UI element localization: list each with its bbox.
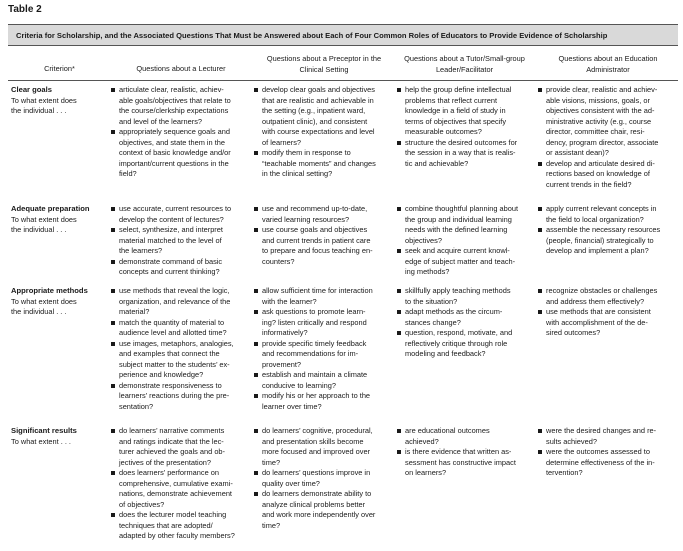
criterion-name: Clear goals (11, 85, 52, 94)
bullet-square-icon (254, 228, 258, 232)
questions-preceptor (254, 85, 394, 180)
question-text: do learners’ narrative comments and ratings indicate that the lec- turer achieved the goals and ob- jectives of the presentation? (119, 426, 226, 467)
question-text: modify them in response to “teachable moments” and changes in the clinical setting? (262, 148, 376, 178)
bullet-square-icon (397, 207, 401, 211)
bullet-square-icon (254, 88, 258, 92)
bullet-square-icon (254, 207, 258, 211)
list-item (538, 159, 676, 191)
list-item (254, 339, 394, 371)
bullet-square-icon (111, 513, 115, 517)
bullet-square-icon (538, 162, 542, 166)
bullet-square-icon (111, 321, 115, 325)
list-item (111, 426, 251, 468)
table-caption: Criteria for Scholarship, and the Associated Questions That Must be Answered about Each of Four Common Roles of Educators to Provide Evidence of Scholarship (8, 24, 678, 46)
question-text: use accurate, current resources to develop the content of lectures? (119, 204, 232, 224)
bullet-square-icon (397, 429, 401, 433)
criterion-question: To what extent does the individual . . . (11, 296, 77, 316)
question-text: assemble the necessary resources (people, financial) strategically to develop and implement a plan? (546, 225, 661, 255)
bullet-square-icon (254, 394, 258, 398)
list-item (397, 426, 532, 447)
question-text: question, respond, motivate, and reflectively critique through role modeling and feedback? (405, 328, 513, 358)
list-item (254, 468, 394, 489)
questions-lecturer (111, 286, 251, 412)
question-text: demonstrate responsiveness to learners’ reactions during the pre- sentation? (119, 380, 230, 411)
criterion-name: Significant results (11, 426, 77, 435)
question-text: recognize obstacles or challenges and address them effectively? (546, 286, 658, 306)
bullet-square-icon (397, 331, 401, 335)
question-text: use course goals and objectives and current trends in patient care to prepare and focus teaching en- counters? (262, 225, 373, 266)
list-item (538, 85, 676, 159)
bullet-square-icon (397, 450, 401, 454)
bullet-square-icon (111, 228, 115, 232)
question-text: use and recommend up-to-date, varied learning resources? (262, 204, 368, 224)
list-item (254, 426, 394, 468)
question-text: use images, metaphors, analogies, and examples that connect the subject matter to the students’ ex- perience and knowledge? (119, 338, 234, 379)
questions-admin (538, 85, 676, 190)
list-item (397, 328, 532, 360)
question-text: do learners’ questions improve in quality over time? (262, 468, 371, 488)
header-lecturer: Questions about a Lecturer (136, 64, 226, 73)
list-item (397, 307, 532, 328)
question-text: demonstrate command of basic concepts and current thinking? (119, 256, 223, 276)
question-text: does the lecturer model teaching techniques that are adopted/ adapted by other faculty members? (119, 510, 235, 540)
bullet-square-icon (254, 151, 258, 155)
question-text: appropriately sequence goals and objectives, and state them in the context of basic knowledge and/or important/current questions in the field? (119, 127, 231, 178)
questions-admin (538, 204, 676, 257)
list-item (254, 489, 394, 531)
bullet-square-icon (254, 373, 258, 377)
criteria-table (8, 24, 678, 551)
list-item (254, 85, 394, 148)
bullet-square-icon (254, 492, 258, 496)
list-item (254, 307, 394, 339)
bullet-square-icon (111, 130, 115, 134)
list-item (538, 204, 676, 225)
list-item (254, 225, 394, 267)
question-text: ask questions to promote learn- ing? listen critically and respond informatively? (262, 307, 367, 337)
criterion-name: Adequate preparation (11, 204, 90, 213)
list-item (111, 468, 251, 510)
bullet-square-icon (111, 471, 115, 475)
question-text: are educational outcomes achieved? (405, 426, 490, 446)
criterion-name: Appropriate methods (11, 286, 88, 295)
list-item (111, 127, 251, 180)
question-text: were the outcomes assessed to determine effectiveness of the in- tervention? (546, 447, 655, 477)
bullet-square-icon (111, 384, 115, 388)
bullet-square-icon (397, 289, 401, 293)
list-item (538, 447, 676, 479)
list-item (254, 370, 394, 391)
question-text: select, synthesize, and interpret material matched to the level of the learners? (119, 225, 223, 255)
list-item (111, 510, 251, 542)
bullet-square-icon (254, 471, 258, 475)
list-item (111, 381, 251, 413)
questions-preceptor (254, 286, 394, 412)
bullet-square-icon (538, 88, 542, 92)
list-item (111, 286, 251, 318)
question-text: develop and articulate desired di- rections based on knowledge of current trends in the field? (546, 158, 655, 189)
header-criterion: Criterion* (44, 64, 75, 73)
header-preceptor: Questions about a Preceptor in the Clinical Setting (266, 54, 382, 74)
bullet-square-icon (254, 342, 258, 346)
criterion-question: To what extent . . . (11, 436, 71, 446)
bullet-square-icon (254, 310, 258, 314)
bullet-square-icon (397, 249, 401, 253)
question-text: were the desired changes and re- sults achieved? (546, 426, 657, 446)
question-text: do learners demonstrate ability to analyze clinical problems better and work more independently over time? (262, 489, 376, 530)
bullet-square-icon (111, 207, 115, 211)
questions-lecturer (111, 204, 251, 278)
question-text: provide clear, realistic and achiev- able visions, missions, goals, or objectives consistent with the ad- ministrative activity (e.g., course director, committee chair, resi- dency, program director, associate or assistant dean)? (546, 85, 659, 157)
question-text: do learners’ cognitive, procedural, and presentation skills become more focused and improved over time? (262, 426, 373, 467)
bullet-square-icon (397, 88, 401, 92)
list-item (111, 318, 251, 339)
table-label: Table 2 (8, 4, 42, 15)
list-item (397, 286, 532, 307)
bullet-square-icon (538, 228, 542, 232)
list-item (397, 204, 532, 246)
header-tutor: Questions about a Tutor/Small-group Leader/Facilitator (404, 54, 525, 74)
questions-admin (538, 286, 676, 339)
questions-tutor (397, 204, 532, 278)
question-text: match the quantity of material to audience level and allotted time? (119, 317, 227, 337)
question-text: apply current relevant concepts in the field to local organization? (546, 204, 657, 224)
bullet-square-icon (397, 310, 401, 314)
question-text: articulate clear, realistic, achiev- able goals/objectives that relate to the course/clerkship expectations and level of the learners? (119, 85, 231, 126)
bullet-square-icon (254, 289, 258, 293)
header-divider (8, 80, 678, 81)
questions-lecturer (111, 426, 251, 542)
bullet-square-icon (111, 429, 115, 433)
header-admin: Questions about an Education Administrator (558, 54, 658, 74)
question-text: use methods that reveal the logic, organization, and relevance of the material? (119, 286, 231, 316)
list-item (538, 307, 676, 339)
list-item (538, 286, 676, 307)
question-text: adapt methods as the circum- stances change? (405, 307, 503, 327)
question-text: help the group define intellectual problems that reflect current knowledge in a field of study in terms of objectives that specify measurable outcomes? (405, 85, 512, 136)
question-text: develop clear goals and objectives that are realistic and achievable in the setting (e.g., inpatient ward, outpatient clinic), and consistent with course expectations and level of learners? (262, 85, 375, 147)
bullet-square-icon (538, 310, 542, 314)
list-item (254, 148, 394, 180)
questions-preceptor (254, 426, 394, 531)
question-text: is there evidence that written as- sessment has constructive impact on learners? (405, 447, 516, 477)
question-text: allow sufficient time for interaction with the learner? (262, 286, 373, 306)
list-item (538, 426, 676, 447)
bullet-square-icon (254, 429, 258, 433)
bullet-square-icon (111, 289, 115, 293)
question-text: does learners’ performance on comprehensive, cumulative exami- nations, demonstrate achievement of objectives? (119, 468, 233, 509)
list-item (397, 447, 532, 479)
bullet-square-icon (397, 141, 401, 145)
bullet-square-icon (111, 342, 115, 346)
question-text: combine thoughtful planning about the group and individual learning needs with the defined learning objectives? (405, 204, 518, 245)
bullet-square-icon (111, 88, 115, 92)
criterion-question: To what extent does the individual . . . (11, 214, 77, 234)
list-item (538, 225, 676, 257)
questions-tutor (397, 85, 532, 169)
question-text: use methods that are consistent with accomplishment of the de- sired outcomes? (546, 307, 651, 337)
bullet-square-icon (538, 429, 542, 433)
criterion-question: To what extent does the individual . . . (11, 95, 77, 115)
list-item (111, 339, 251, 381)
list-item (111, 85, 251, 127)
list-item (397, 246, 532, 278)
question-text: seek and acquire current knowl- edge of subject matter and teach- ing methods? (405, 246, 516, 276)
list-item (397, 138, 532, 170)
list-item (254, 204, 394, 225)
question-text: skillfully apply teaching methods to the situation? (405, 286, 511, 306)
list-item (254, 391, 394, 412)
questions-tutor (397, 286, 532, 360)
bullet-square-icon (538, 450, 542, 454)
bullet-square-icon (111, 260, 115, 264)
questions-tutor (397, 426, 532, 479)
bullet-square-icon (538, 207, 542, 211)
question-text: structure the desired outcomes for the session in a way that is realis- tic and achievable? (405, 137, 518, 168)
list-item (397, 85, 532, 138)
questions-preceptor (254, 204, 394, 267)
questions-lecturer (111, 85, 251, 180)
list-item (254, 286, 394, 307)
questions-admin (538, 426, 676, 479)
question-text: provide specific timely feedback and recommendations for im- provement? (262, 338, 367, 369)
question-text: modify his or her approach to the learner over time? (262, 391, 371, 411)
list-item (111, 225, 251, 257)
bullet-square-icon (538, 289, 542, 293)
list-item (111, 257, 251, 278)
list-item (111, 204, 251, 225)
question-text: establish and maintain a climate conducive to learning? (262, 370, 368, 390)
